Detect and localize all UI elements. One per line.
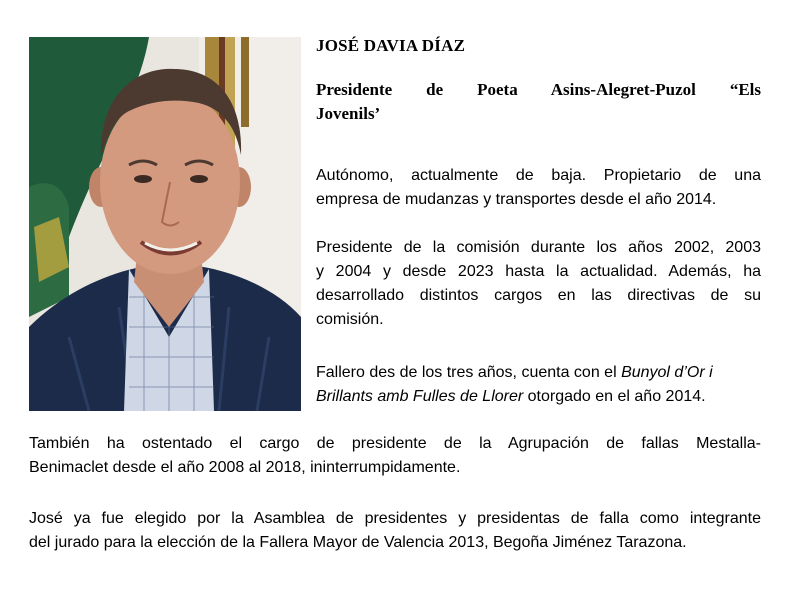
- bio-line: empresa de mudanzas y transportes desde el año 2014.: [316, 191, 717, 208]
- award-name-part-2: Brillants amb Fulles de Llorer: [316, 388, 524, 405]
- role-title-line-2: Jovenils’: [316, 104, 381, 123]
- bio-line: José ya fue elegido por la Asamblea de presidentes y presidentas de falla como integrante: [29, 510, 761, 527]
- bio-paragraph-award: [316, 361, 761, 409]
- bio-paragraph-jury: [29, 507, 761, 555]
- role-title-line-1: Presidente de Poeta Asins-Alegret-Puzol “Els: [316, 80, 761, 99]
- bio-text: Fallero des de los tres años, cuenta con el: [316, 364, 622, 381]
- bio-line: Benimaclet desde el año 2008 al 2018, ininterrumpidamente.: [29, 459, 461, 476]
- bio-line: También ha ostentado el cargo de presidente de la Agrupación de fallas Mestalla-: [29, 435, 761, 452]
- award-name-part-1: Bunyol d’Or i: [621, 364, 713, 381]
- bio-line: [316, 385, 761, 409]
- bio-line: desarrollado distintos cargos en las directivas de su: [316, 287, 761, 304]
- bio-line: Autónomo, actualmente de baja. Propietario de una: [316, 167, 761, 184]
- bio-paragraph-agrupacion: [29, 432, 761, 480]
- person-name: JOSÉ DAVIA DÍAZ: [316, 36, 466, 55]
- bio-line: [316, 361, 761, 385]
- bio-line: Presidente de la comisión durante los años 2002, 2003: [316, 239, 761, 256]
- bio-paragraph-occupation: [316, 164, 761, 212]
- bio-line: y 2004 y desde 2023 hasta la actualidad. Además, ha: [316, 263, 761, 280]
- bio-paragraph-presidency: [316, 236, 761, 332]
- bio-line: del jurado para la elección de la Fallera Mayor de Valencia 2013, Begoña Jiménez Tarazona.: [29, 534, 687, 551]
- bio-line: comisión.: [316, 311, 384, 328]
- bio-text: otorgado en el año 2014.: [523, 388, 706, 405]
- portrait-photo: [29, 37, 301, 411]
- role-title: [316, 78, 761, 126]
